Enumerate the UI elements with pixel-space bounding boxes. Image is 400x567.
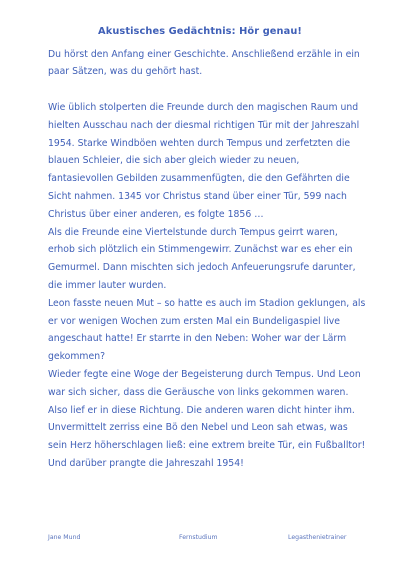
intro-text: Du hörst den Anfang einer Geschichte. Anschließend erzähle in ein paar Sätzen, was du gehört hast. (48, 49, 360, 78)
story-paragraph: Wie üblich stolperten die Freunde durch den magischen Raum und hielten Ausschau nach der diesmal richtigen Tür mit der Jahreszahl 1954. Starke Windböen wehten durch Tempus und zerfetzten die blauen Schleier, die sich aber gleich wieder zu neuen, fantasievollen Gebilden zusammenfügten, die den Gefährten die Sicht nahmen. 1345 vor Christus stand über einer Tür, 599 nach Christus über einer anderen, es folgte 1856 … (48, 102, 360, 220)
story-paragraph: Leon fasste neuen Mut – so hatte es auch im Stadion geklungen, als er vor wenigen Wochen zum ersten Mal ein Bundeligaspiel live angeschaut hatte! Er starrte in den Neben: Woher war der Lärm gekommen? (48, 297, 366, 363)
footer-author: Jane Mund (48, 534, 81, 541)
story-text (48, 99, 366, 473)
footer-program: Legasthenietrainer (288, 534, 347, 541)
page-footer (0, 534, 400, 544)
story-paragraph: Als die Freunde eine Viertelstunde durch Tempus geirrt waren, erhob sich plötzlich ein Stimmengewirr. Zunächst war es eher ein Gemurmel. Dann mischten sich jedoch Anfeuerungsrufe darunter, die immer lauter wurden. (48, 226, 356, 291)
story-paragraph: Wieder fegte eine Woge der Begeisterung durch Tempus. Und Leon war sich sicher, dass die Geräusche von links gekommen waren. Also lief er in diese Richtung. Die anderen waren dicht hinter ihm. (48, 368, 361, 416)
page-title: Akustisches Gedächtnis: Hör genau! (98, 26, 302, 37)
footer-course: Fernstudium (179, 534, 218, 541)
story-paragraph: Unvermittelt zerriss eine Bö den Nebel und Leon sah etwas, was sein Herz höherschlagen ließ: eine extrem breite Tür, ein Fußballtor! Und darüber prangte die Jahreszahl 1954! (48, 422, 366, 469)
